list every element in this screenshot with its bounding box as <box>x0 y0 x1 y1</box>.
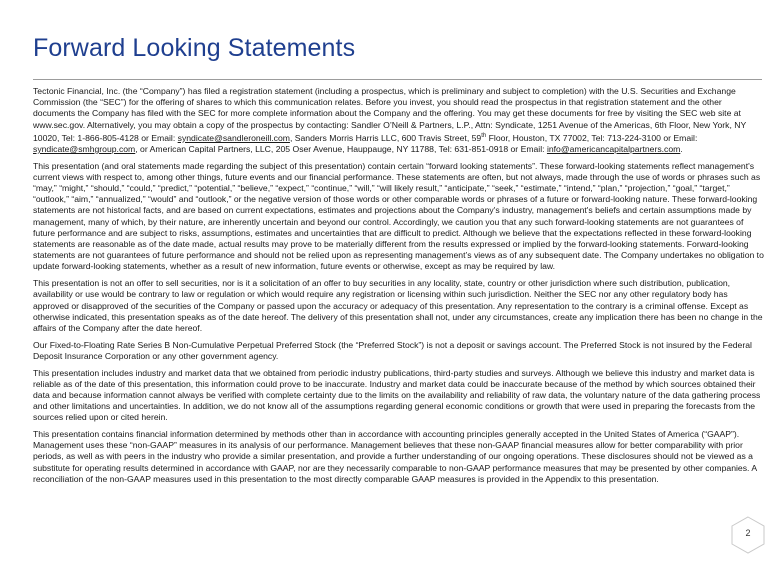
title-divider <box>33 79 762 80</box>
page-number: 2 <box>745 528 751 538</box>
offer-paragraph: This presentation is not an offer to sell securities, nor is it a solicitation of an offer to buy securities in any locality, state, country or other jurisdiction where such distribution, publication, availability or use would be contrary to law or regulation or which would require any registration or licensing within such jurisdiction. Neither the SEC nor any other regulatory body has approved or disapproved of the securities of the Company or passed upon the accuracy or adequacy of this presentation. Any representation to the contrary is a criminal offense. Except as otherwise indicated, this presentation speaks as of the date hereof. The delivery of this presentation shall not, under any circumstances, create any implication there has been no change in the affairs of the Company after the date hereof. <box>33 278 763 333</box>
preferred-stock-paragraph: Our Fixed-to-Floating Rate Series B Non-Cumulative Perpetual Preferred Stock (the “Preferred Stock”) is not a deposit or savings account. The Preferred Stock is not insured by the Federal Deposit Insurance Corporation or any other government agency. <box>33 339 752 361</box>
prospectus-text-e: . <box>680 143 683 154</box>
prospectus-text-c: Floor, Houston, TX 77002, Tel: 713-224-3100 or Email: <box>486 132 698 143</box>
non-gaap-paragraph: This presentation contains financial information determined by methods other than in accordance with accounting principles generally accepted in the United States of America (“GAAP”). Management uses these “non-GAAP” measures in its analysis of our performance. Management believes that these non-GAAP financial measures allow for better comparability with prior periods, as well as with peers in the industry who provide a similar presentation, and provide a further understanding of our ongoing operations. These disclosures should not be viewed as a substitute for operating results determined in accordance with GAAP, nor are they necessarily comparable to non-GAAP performance measures that may be presented by other companies. A reconciliation of the non-GAAP measures used in this presentation to the most directly comparable GAAP measures is provided in the Appendix to this presentation. <box>33 429 757 484</box>
disclaimer-body <box>33 86 764 491</box>
page-title: Forward Looking Statements <box>33 34 356 62</box>
floor-superscript: th <box>481 132 487 139</box>
email-link-smh[interactable]: syndicate@smhgroup.com <box>33 143 136 154</box>
prospectus-text-a: Tectonic Financial, Inc. (the “Company”) has filed a registration statement (including a prospectus, which is preliminary and subject to completion) with the U.S. Securities and Exchange Commission (the “SEC”) for the offering of shares to which this communication relates. Before you invest, you should read the prospectus in that registration statement and the other documents the Company has filed with the SEC for more complete information about the Company and the offering. You may get these documents for free by visiting the SEC web site at www.sec.gov. Alternatively, you may obtain a copy of the prospectus by contacting: Sandler O’Neill & Partners, L.P., Attn: Syndicate, 1251 Avenue of the Americas, 6th Floor, New York, NY 10020, Tel: 1-866-805-4128 or Email: <box>33 86 747 143</box>
forward-looking-paragraph: This presentation (and oral statements made regarding the subject of this presentation) contain certain “forward looking statements”. These forward-looking statements reflect management's current views with respect to, among other things, future events and our financial performance. These statements are often, but not always, made through the use of words or phrases such as “may,” “might,” “should,” “could,” “predict,” “potential,” “believe,” “expect,” “continue,” “will,” “will likely result,” “anticipate,” “seek,” “estimate,” “intend,” “plan,” “projection,” “goal,” “target,” “outlook,” “aim,” “annualized,” “would” and “outlook,” or the negative version of those words or other comparable words or phrases of a future or forward-looking nature. These forward-looking statements are not historical facts, and are based on current expectations, estimates and projections about the Company's industry, management's beliefs and certain assumptions made by management, many of which, by their nature, are inherently uncertain and beyond our control. Accordingly, we caution you that any such forward-looking statements are not guarantees of future performance and are subject to risks, assumptions, estimates and uncertainties that are difficult to predict. Although we believe that the expectations reflected in these forward-looking statements are reasonable as of the date made, actual results may prove to be materially different from the results expressed or implied by the forward-looking statements. Forward-looking statements are not guarantees of future performance and should not be relied upon as representing management’s views as of any subsequent date. The Company undertakes no obligation to update forward-looking statements, whether as a result of new information, future events or otherwise, except as may be required by law. <box>33 160 764 272</box>
email-link-acp[interactable]: info@americancapitalpartners.com <box>546 143 681 154</box>
page-number-badge <box>731 516 765 554</box>
email-link-sandler[interactable]: syndicate@sandleroneill.com <box>177 132 290 143</box>
market-data-paragraph: This presentation includes industry and market data that we obtained from periodic industry publications, third-party studies and surveys. Although we believe this industry and market data is reliable as of the date of this presentation, this information could prove to be inaccurate. Industry and market data could be inaccurate because of the method by which sources obtained their data and because information cannot always be verified with complete certainty due to the limits on the availability and reliability of raw data, the voluntary nature of the data gathering process and other limitations and uncertainties. In addition, we do not know all of the assumptions regarding general economic conditions or growth that were used in preparing the forecasts from the sources relied upon or cited herein. <box>33 367 761 423</box>
prospectus-text-d: , or American Capital Partners, LLC, 205 Oser Avenue, Hauppauge, NY 11788, Tel: 631-851-0918 or Email: <box>135 143 547 154</box>
prospectus-paragraph <box>33 86 764 155</box>
prospectus-text-b: , Sanders Morris Harris LLC, 600 Travis Street, 59 <box>289 132 482 143</box>
